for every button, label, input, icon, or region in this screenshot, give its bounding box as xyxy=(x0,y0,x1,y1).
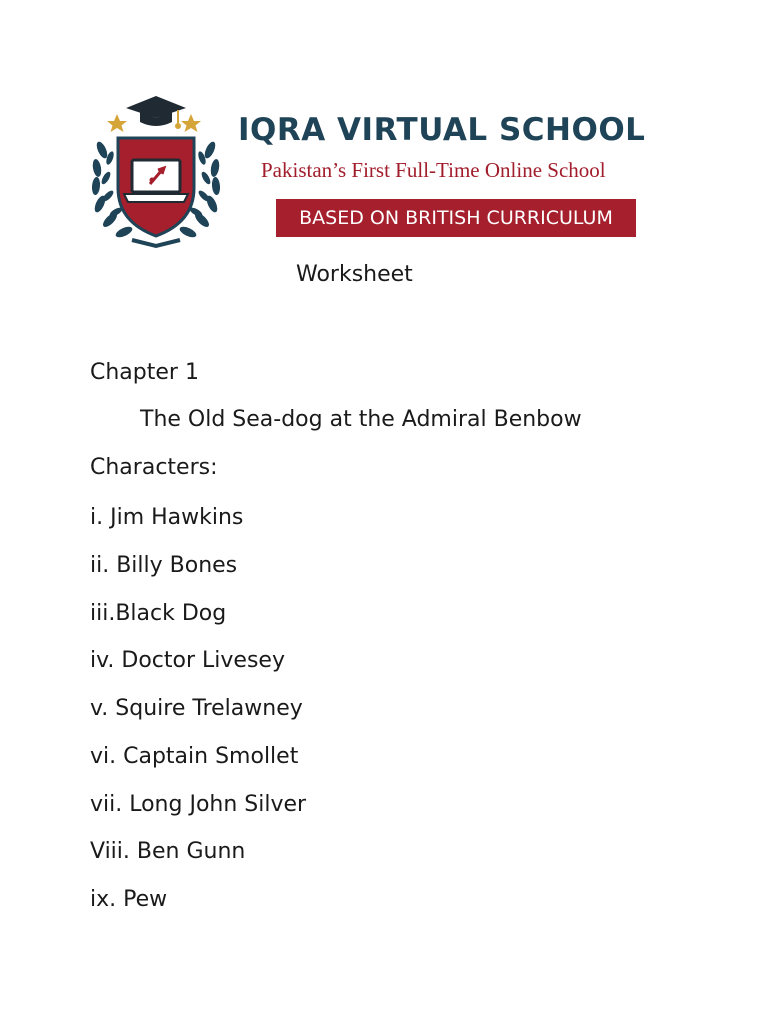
school-name: IQRA VIRTUAL SCHOOL xyxy=(238,112,646,148)
character-item: iii.Black Dog xyxy=(90,600,227,626)
curriculum-badge: BASED ON BRITISH CURRICULUM xyxy=(276,199,636,237)
school-header xyxy=(88,90,688,250)
character-item: ix. Pew xyxy=(90,887,168,912)
character-item: i. Jim Hawkins xyxy=(90,505,244,530)
character-list xyxy=(90,503,306,933)
character-item: ii. Billy Bones xyxy=(90,552,238,578)
character-item: iv. Doctor Livesey xyxy=(90,648,285,674)
school-tagline: Pakistan’s First Full-Time Online School xyxy=(261,158,606,182)
worksheet-title: Worksheet xyxy=(296,262,413,287)
school-crest-icon xyxy=(88,90,224,250)
character-item: Viii. Ben Gunn xyxy=(90,839,246,865)
character-item: vi. Captain Smollet xyxy=(90,743,299,769)
character-item: vii. Long John Silver xyxy=(90,791,307,817)
character-item: v. Squire Trelawney xyxy=(90,696,303,721)
characters-heading: Characters: xyxy=(90,455,218,480)
chapter-title: The Old Sea-dog at the Admiral Benbow xyxy=(140,407,582,432)
chapter-label: Chapter 1 xyxy=(90,360,199,385)
